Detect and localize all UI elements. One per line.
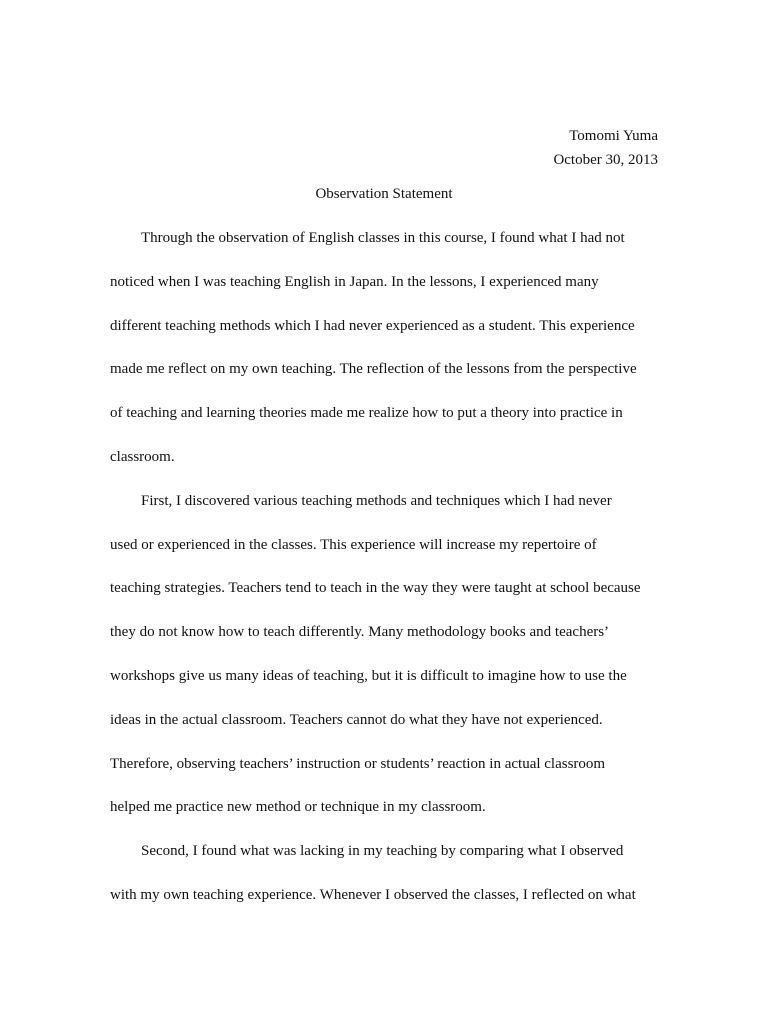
document-body <box>110 226 658 927</box>
text-line: First, I discovered various teaching methods and techniques which I had never <box>141 492 612 509</box>
text-line: noticed when I was teaching English in Japan. In the lessons, I experienced many <box>110 273 599 290</box>
author-name: Tomomi Yuma <box>569 128 658 144</box>
text-line: of teaching and learning theories made me realize how to put a theory into practice in <box>110 405 623 422</box>
text-line: ideas in the actual classroom. Teachers cannot do what they have not experienced. <box>110 711 603 728</box>
text-line: helped me practice new method or technique in my classroom. <box>110 799 486 816</box>
text-line: teaching strategies. Teachers tend to teach in the way they were taught at school because <box>110 580 641 597</box>
text-line: Therefore, observing teachers’ instruction or students’ reaction in actual classroom <box>110 755 606 772</box>
text-line: they do not know how to teach differently. Many methodology books and teachers’ <box>110 624 610 641</box>
author-block <box>553 124 658 172</box>
text-line: used or experienced in the classes. This experience will increase my repertoire of <box>110 536 597 553</box>
document-date: October 30, 2013 <box>553 152 658 168</box>
text-line: classroom. <box>110 448 175 465</box>
text-line: made me reflect on my own teaching. The reflection of the lessons from the perspective <box>110 361 637 378</box>
text-line: with my own teaching experience. Whenever I observed the classes, I reflected on what <box>110 886 636 903</box>
text-line: different teaching methods which I had never experienced as a student. This experience <box>110 317 635 334</box>
text-line: Second, I found what was lacking in my teaching by comparing what I observed <box>141 843 624 860</box>
text-line: Through the observation of English classes in this course, I found what I had not <box>141 230 625 246</box>
document-title: Observation Statement <box>315 186 453 202</box>
text-line: workshops give us many ideas of teaching, but it is difficult to imagine how to use the <box>110 667 627 684</box>
